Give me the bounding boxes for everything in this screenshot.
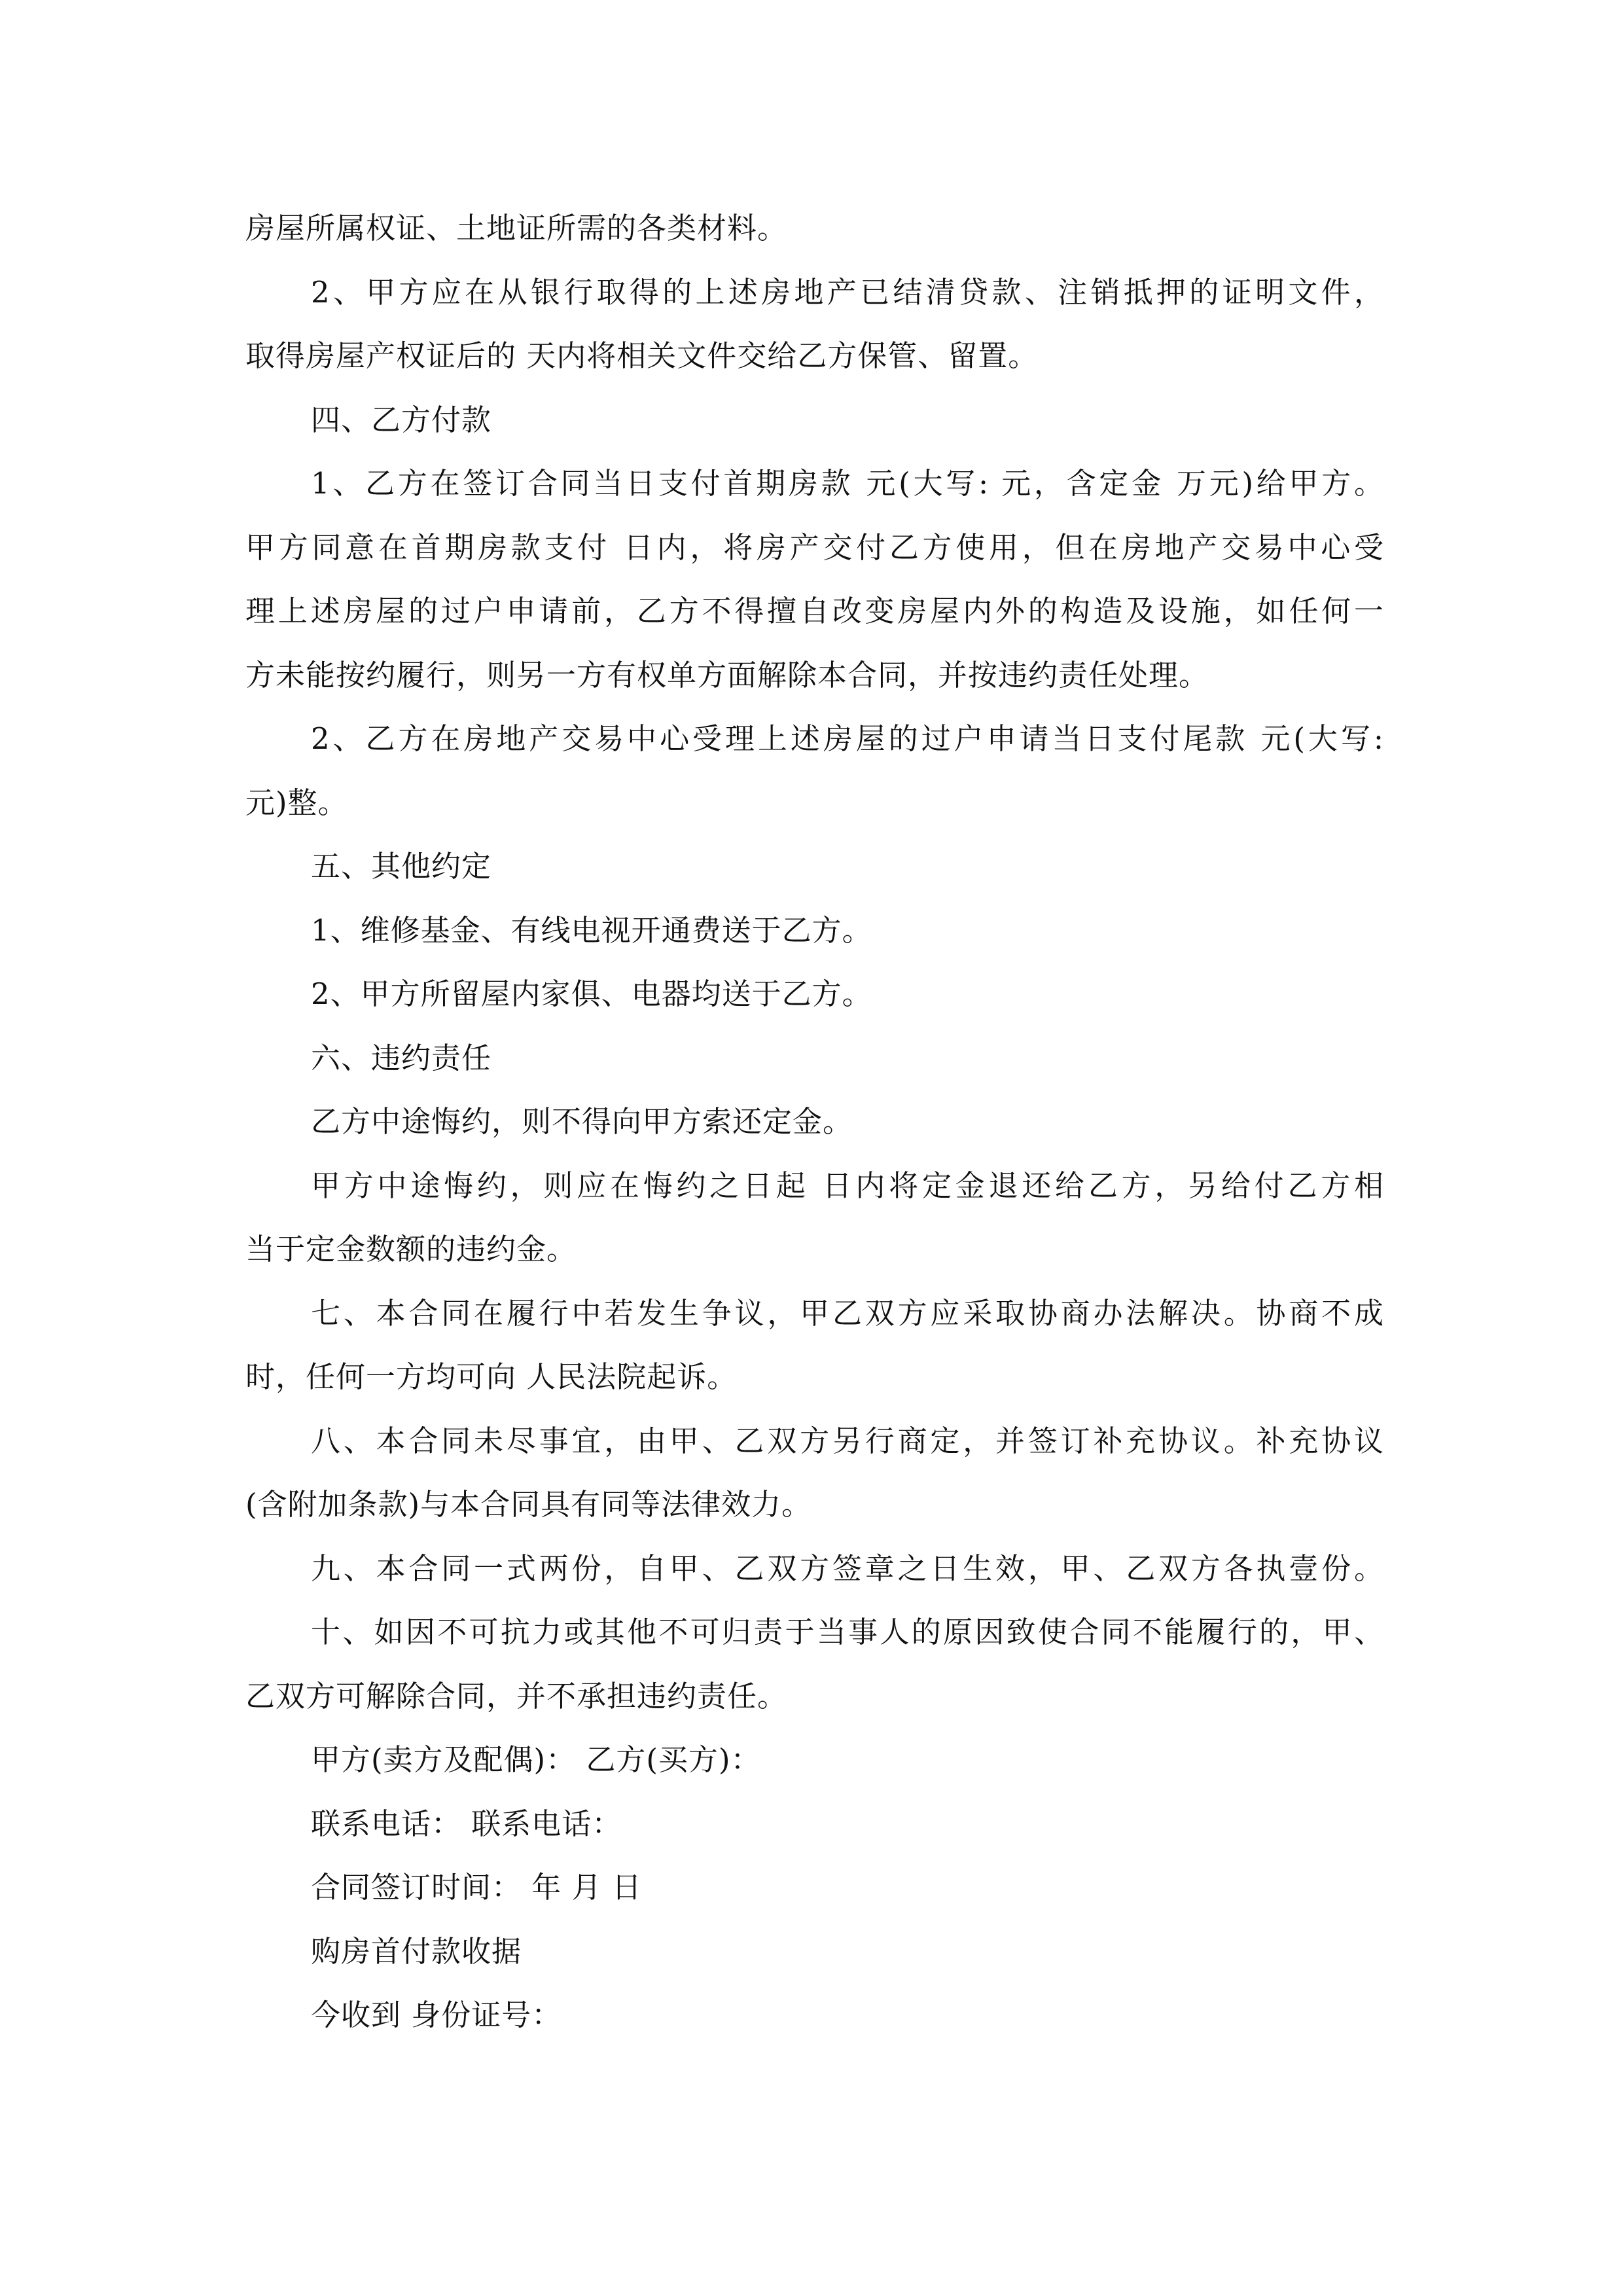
text-line: 甲方中途悔约，则应在悔约之日起 日内将定金退还给乙方，另给付乙方相 [311, 1168, 1384, 1203]
text-line: 1、乙方在签订合同当日支付首期房款 元(大写: 元，含定金 万元)给甲方。 [311, 466, 1384, 501]
receipt-title: 购房首付款收据 [311, 1933, 522, 1969]
text-line: (含附加条款)与本合同具有同等法律效力。 [245, 1487, 812, 1522]
text-line: 2、甲方所留屋内家俱、电器均送于乙方。 [311, 977, 872, 1011]
signing-date-line: 合同签订时间： 年 月 日 [311, 1870, 642, 1905]
text-line: 乙方中途悔约，则不得向甲方索还定金。 [311, 1104, 853, 1139]
text-line: 2、甲方应在从银行取得的上述房地产已结清贷款、注销抵押的证明文件， [311, 274, 1384, 310]
text-line: 时，任何一方均可向 人民法院起诉。 [245, 1359, 738, 1394]
text-line: 九、本合同一式两份，自甲、乙双方签章之日生效，甲、乙双方各执壹份。 [311, 1551, 1384, 1586]
contact-phone-line: 联系电话： 联系电话： [311, 1806, 622, 1841]
text-line: 理上述房屋的过户申请前，乙方不得擅自改变房屋内外的构造及设施，如任何一 [245, 594, 1384, 628]
signature-party-line: 甲方(卖方及配偶)： 乙方(买方)： [311, 1742, 761, 1777]
section-heading: 五、其他约定 [311, 849, 492, 884]
text-line: 1、维修基金、有线电视开通费送于乙方。 [311, 912, 872, 948]
text-line: 乙双方可解除合同，并不承担违约责任。 [245, 1678, 788, 1713]
text-line: 取得房屋产权证后的 天内将相关文件交给乙方保管、留置。 [245, 338, 1039, 373]
contract-body [245, 196, 1384, 2047]
text-line: 2、乙方在房地产交易中心受理上述房屋的过户申请当日支付尾款 元(大写: [311, 721, 1384, 756]
text-line: 元)整。 [245, 785, 348, 820]
section-heading: 四、乙方付款 [311, 402, 492, 437]
text-line: 七、本合同在履行中若发生争议，甲乙双方应采取协商办法解决。协商不成 [311, 1295, 1384, 1331]
text-line: 方未能按约履行，则另一方有权单方面解除本合同，并按违约责任处理。 [245, 657, 1209, 692]
text-line: 八、本合同未尽事宜，由甲、乙双方另行商定，并签订补充协议。补充协议 [311, 1423, 1384, 1458]
text-line: 房屋所属权证、土地证所需的各类材料。 [245, 211, 788, 245]
receipt-received-line: 今收到 身份证号： [311, 1998, 562, 2032]
text-line: 甲方同意在首期房款支付 日内，将房产交付乙方使用，但在房地产交易中心受 [245, 529, 1384, 565]
text-line: 十、如因不可抗力或其他不可归责于当事人的原因致使合同不能履行的，甲、 [311, 1615, 1384, 1649]
section-heading: 六、违约责任 [311, 1040, 492, 1075]
text-line: 当于定金数额的违约金。 [245, 1232, 577, 1266]
